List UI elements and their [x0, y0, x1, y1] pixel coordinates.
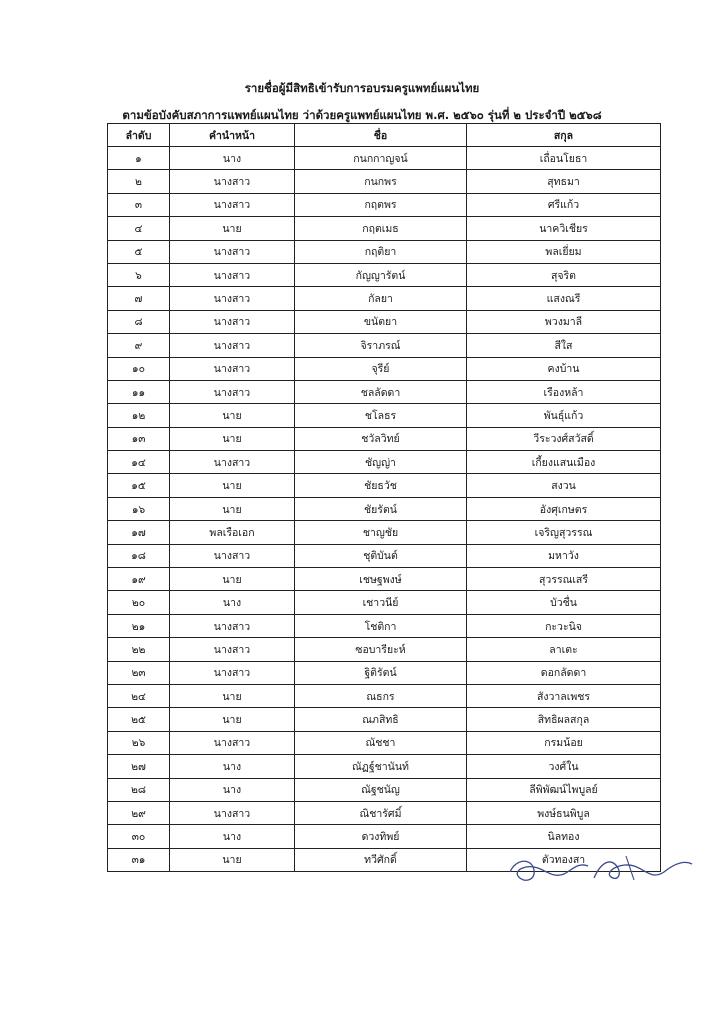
cell-last-name: อังศุเกษตร	[467, 497, 661, 520]
table-row	[108, 474, 661, 497]
signature-mark	[498, 850, 698, 890]
cell-order: ๑๐	[108, 357, 170, 380]
cell-order: ๑๓	[108, 427, 170, 450]
table-header	[108, 124, 661, 147]
cell-first-name: เชษฐพงษ์	[295, 568, 467, 591]
cell-prefix: นางสาว	[170, 287, 295, 310]
cell-first-name: ณัชชา	[295, 731, 467, 754]
cell-first-name: จิราภรณ์	[295, 334, 467, 357]
cell-order: ๒๗	[108, 755, 170, 778]
cell-last-name: ดอกลัดดา	[467, 661, 661, 684]
cell-last-name: สุวรรณเสรี	[467, 568, 661, 591]
cell-first-name: กฤตพร	[295, 193, 467, 216]
cell-last-name: เรืองหล้า	[467, 380, 661, 403]
cell-prefix: นางสาว	[170, 240, 295, 263]
cell-last-name: เถื่อนโยธา	[467, 147, 661, 170]
cell-order: ๖	[108, 263, 170, 286]
cell-last-name: สังวาลเพชร	[467, 684, 661, 707]
cell-prefix: นางสาว	[170, 193, 295, 216]
cell-order: ๒๔	[108, 684, 170, 707]
table-row	[108, 755, 661, 778]
cell-prefix: นาย	[170, 684, 295, 707]
table-row	[108, 544, 661, 567]
cell-order: ๒๓	[108, 661, 170, 684]
cell-first-name: กนกกาญจน์	[295, 147, 467, 170]
cell-first-name: ฐิติรัตน์	[295, 661, 467, 684]
cell-order: ๓	[108, 193, 170, 216]
cell-first-name: ณัฏฐ์ชานันท์	[295, 755, 467, 778]
cell-first-name: ชัญญ่า	[295, 451, 467, 474]
cell-last-name: วงศ์ใน	[467, 755, 661, 778]
cell-last-name: มหาวัง	[467, 544, 661, 567]
cell-first-name: กัลยา	[295, 287, 467, 310]
table-row	[108, 193, 661, 216]
cell-order: ๒	[108, 170, 170, 193]
cell-prefix: นางสาว	[170, 801, 295, 824]
cell-prefix: นาง	[170, 778, 295, 801]
cell-order: ๒๕	[108, 708, 170, 731]
cell-first-name: โชติกา	[295, 614, 467, 637]
table-body	[108, 147, 661, 872]
cell-last-name: ตัวทองสา	[467, 848, 661, 871]
cell-prefix: นางสาว	[170, 357, 295, 380]
cell-prefix: นาย	[170, 404, 295, 427]
cell-last-name: เจริญสุวรรณ	[467, 521, 661, 544]
cell-first-name: กฤตเมธ	[295, 217, 467, 240]
table-row	[108, 568, 661, 591]
cell-last-name: นาควิเชียร	[467, 217, 661, 240]
cell-prefix: นางสาว	[170, 263, 295, 286]
table-row	[108, 217, 661, 240]
table-row	[108, 170, 661, 193]
cell-order: ๒๘	[108, 778, 170, 801]
cell-order: ๑๑	[108, 380, 170, 403]
table-row	[108, 310, 661, 333]
header-first-name: ชื่อ	[295, 124, 467, 147]
cell-order: ๘	[108, 310, 170, 333]
cell-last-name: สุทธมา	[467, 170, 661, 193]
roster-table	[107, 123, 661, 872]
cell-order: ๕	[108, 240, 170, 263]
cell-order: ๗	[108, 287, 170, 310]
cell-order: ๑๔	[108, 451, 170, 474]
table-row	[108, 287, 661, 310]
cell-prefix: พลเรือเอก	[170, 521, 295, 544]
table-row	[108, 591, 661, 614]
table-row	[108, 708, 661, 731]
cell-last-name: พงษ์ธนพิบูล	[467, 801, 661, 824]
table-row	[108, 404, 661, 427]
cell-order: ๑๘	[108, 544, 170, 567]
cell-last-name: แสงณรี	[467, 287, 661, 310]
cell-last-name: ศรีแก้ว	[467, 193, 661, 216]
table-row	[108, 147, 661, 170]
cell-prefix: นาง	[170, 755, 295, 778]
cell-first-name: ชุติบันต์	[295, 544, 467, 567]
cell-last-name: สุจริต	[467, 263, 661, 286]
cell-last-name: พลเยี่ยม	[467, 240, 661, 263]
cell-prefix: นาย	[170, 848, 295, 871]
table-row	[108, 638, 661, 661]
cell-last-name: กรมน้อย	[467, 731, 661, 754]
cell-first-name: ซอบารียะห์	[295, 638, 467, 661]
cell-order: ๑๗	[108, 521, 170, 544]
table-row	[108, 240, 661, 263]
table-row	[108, 661, 661, 684]
cell-first-name: ณิชารัศมิ์	[295, 801, 467, 824]
cell-last-name: นิลทอง	[467, 825, 661, 848]
table-row	[108, 263, 661, 286]
cell-prefix: นาง	[170, 825, 295, 848]
cell-last-name: กะวะนิจ	[467, 614, 661, 637]
table-row	[108, 731, 661, 754]
cell-first-name: กนกพร	[295, 170, 467, 193]
cell-first-name: ชาญชัย	[295, 521, 467, 544]
cell-last-name: คงบ้าน	[467, 357, 661, 380]
cell-first-name: ชัยรัตน์	[295, 497, 467, 520]
cell-first-name: ดวงทิพย์	[295, 825, 467, 848]
cell-order: ๔	[108, 217, 170, 240]
cell-order: ๙	[108, 334, 170, 357]
cell-order: ๒๖	[108, 731, 170, 754]
cell-first-name: เชาวนีย์	[295, 591, 467, 614]
cell-order: ๒๒	[108, 638, 170, 661]
cell-first-name: ชลลัดดา	[295, 380, 467, 403]
cell-last-name: ลาเตะ	[467, 638, 661, 661]
page-subtitle: ตามข้อบังคับสภาการแพทย์แผนไทย ว่าด้วยครูแพทย์แผนไทย พ.ศ. ๒๕๖๐ รุ่นที่ ๒ ประจำปี ๒๕๖๘	[122, 108, 602, 122]
cell-first-name: ขนัตยา	[295, 310, 467, 333]
cell-last-name: พันธุ์แก้ว	[467, 404, 661, 427]
table-row	[108, 825, 661, 848]
cell-first-name: ชโลธร	[295, 404, 467, 427]
cell-first-name: ณธกร	[295, 684, 467, 707]
cell-first-name: ณภสิทธิ	[295, 708, 467, 731]
cell-prefix: นางสาว	[170, 661, 295, 684]
cell-prefix: นาย	[170, 217, 295, 240]
cell-last-name: สีใส	[467, 334, 661, 357]
cell-prefix: นางสาว	[170, 638, 295, 661]
cell-first-name: ณัฐชนัญ	[295, 778, 467, 801]
table-row	[108, 521, 661, 544]
table-row	[108, 357, 661, 380]
cell-prefix: นางสาว	[170, 380, 295, 403]
header-order: ลำดับ	[108, 124, 170, 147]
table-row	[108, 334, 661, 357]
cell-last-name: พวงมาลี	[467, 310, 661, 333]
cell-last-name: บัวชื่น	[467, 591, 661, 614]
cell-order: ๓๑	[108, 848, 170, 871]
cell-last-name: สงวน	[467, 474, 661, 497]
cell-last-name: วีระวงศ์สวัสดิ์	[467, 427, 661, 450]
cell-prefix: นางสาว	[170, 170, 295, 193]
cell-prefix: นาง	[170, 591, 295, 614]
cell-prefix: นางสาว	[170, 451, 295, 474]
cell-prefix: นาง	[170, 147, 295, 170]
cell-last-name: สิทธิผลสกุล	[467, 708, 661, 731]
table-row	[108, 427, 661, 450]
cell-first-name: จุรีย์	[295, 357, 467, 380]
cell-first-name: ชัยธวัช	[295, 474, 467, 497]
cell-order: ๓๐	[108, 825, 170, 848]
table-row	[108, 778, 661, 801]
cell-prefix: นางสาว	[170, 731, 295, 754]
cell-last-name: ลีพิพัฒน์ไพบูลย์	[467, 778, 661, 801]
table-row	[108, 614, 661, 637]
cell-order: ๒๙	[108, 801, 170, 824]
cell-prefix: นาย	[170, 474, 295, 497]
header-last-name: สกุล	[467, 124, 661, 147]
table-row	[108, 451, 661, 474]
table-row	[108, 380, 661, 403]
cell-prefix: นาย	[170, 497, 295, 520]
cell-prefix: นางสาว	[170, 310, 295, 333]
cell-prefix: นางสาว	[170, 614, 295, 637]
cell-prefix: นาย	[170, 427, 295, 450]
cell-prefix: นางสาว	[170, 334, 295, 357]
cell-first-name: ทวีศักดิ์	[295, 848, 467, 871]
table-row	[108, 801, 661, 824]
cell-prefix: นาย	[170, 708, 295, 731]
cell-prefix: นาย	[170, 568, 295, 591]
header-prefix: คำนำหน้า	[170, 124, 295, 147]
page-title: รายชื่อผู้มีสิทธิเข้ารับการอบรมครูแพทย์แผนไทย	[244, 81, 480, 95]
cell-order: ๒๐	[108, 591, 170, 614]
cell-order: ๑๙	[108, 568, 170, 591]
cell-order: ๑๒	[108, 404, 170, 427]
cell-first-name: ชวัลวิทย์	[295, 427, 467, 450]
cell-first-name: กัญญารัตน์	[295, 263, 467, 286]
cell-first-name: กฤติยา	[295, 240, 467, 263]
table-row	[108, 684, 661, 707]
cell-prefix: นางสาว	[170, 544, 295, 567]
cell-last-name: เกี้ยงแสนเมือง	[467, 451, 661, 474]
header-row	[108, 124, 661, 147]
table-row	[108, 497, 661, 520]
cell-order: ๑๖	[108, 497, 170, 520]
cell-order: ๑	[108, 147, 170, 170]
cell-order: ๒๑	[108, 614, 170, 637]
cell-order: ๑๕	[108, 474, 170, 497]
